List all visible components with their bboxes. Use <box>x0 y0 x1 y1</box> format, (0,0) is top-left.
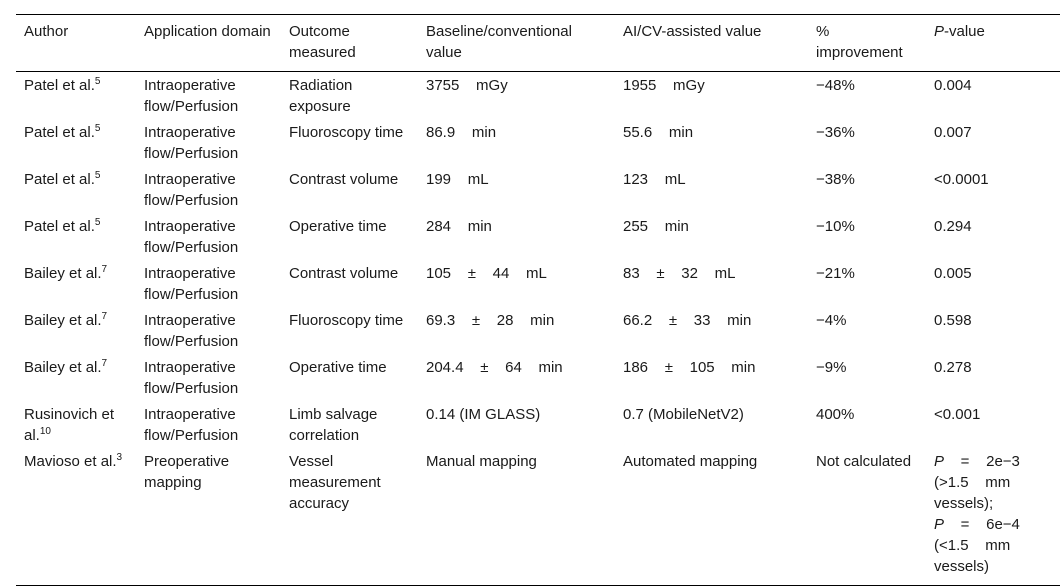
results-table <box>16 14 1060 586</box>
cell-author <box>16 119 136 166</box>
table-row <box>16 119 1060 166</box>
cell-baseline-value: 105 ± 44 mL <box>426 265 547 282</box>
cell-ai-value: 0.7 (MobileNetV2) <box>623 406 744 423</box>
reference-number: 5 <box>94 123 101 134</box>
cell-p-value: 0.005 <box>934 265 972 282</box>
cell-p-value: <0.001 <box>934 406 981 423</box>
cell-baseline-value: 284 min <box>426 218 492 235</box>
cell-improvement: −38% <box>816 171 855 188</box>
cell-baseline-value: 69.3 ± 28 min <box>426 312 555 329</box>
cell-p-value: 0.598 <box>934 312 972 329</box>
cell-application-domain: Intraoperative flow/Perfusion <box>144 265 239 303</box>
reference-number: 10 <box>39 426 51 437</box>
cell-improvement: −21% <box>816 265 855 282</box>
table-row <box>16 72 1060 120</box>
table-row <box>16 307 1060 354</box>
cell-application-domain: Preoperative mapping <box>144 453 230 491</box>
reference-number: 7 <box>101 311 108 322</box>
header-outcome-measured: Outcome measured <box>289 23 356 61</box>
author-name: Rusinovich et al. <box>24 406 115 444</box>
cell-outcome-measured: Fluoroscopy time <box>289 124 404 141</box>
cell-baseline-value: 3755 mGy <box>426 77 508 94</box>
cell-ai-value: 123 mL <box>623 171 686 188</box>
cell-ai-value: Automated mapping <box>623 453 758 470</box>
cell-p-value: 0.278 <box>934 359 972 376</box>
p-value-suffix: -value <box>944 23 985 40</box>
cell-p-value <box>926 448 1060 586</box>
cell-p-value: 0.004 <box>934 77 972 94</box>
cell-ai-value: 186 ± 105 min <box>623 359 756 376</box>
cell-improvement: −10% <box>816 218 855 235</box>
cell-author <box>16 401 136 448</box>
cell-application-domain: Intraoperative flow/Perfusion <box>144 171 239 209</box>
table-row <box>16 354 1060 401</box>
cell-application-domain: Intraoperative flow/Perfusion <box>144 359 239 397</box>
cell-application-domain: Intraoperative flow/Perfusion <box>144 406 239 444</box>
header-baseline-value: Baseline/conventional value <box>426 23 572 61</box>
header-improvement: % improvement <box>816 23 903 61</box>
cell-improvement: 400% <box>816 406 855 423</box>
p-value-text-large-vessels: = 2e−3 (>1.5 mm vessels); <box>934 453 1025 512</box>
cell-improvement: −4% <box>816 312 847 329</box>
table-row <box>16 401 1060 448</box>
author-name: Bailey et al. <box>24 359 102 376</box>
cell-improvement: −48% <box>816 77 855 94</box>
cell-improvement: −36% <box>816 124 855 141</box>
cell-baseline-value: 86.9 min <box>426 124 497 141</box>
table-row-last <box>16 448 1060 586</box>
cell-ai-value: 66.2 ± 33 min <box>623 312 752 329</box>
reference-number: 5 <box>94 170 101 181</box>
cell-improvement: Not calculated <box>816 453 912 470</box>
header-application-domain: Application domain <box>144 23 271 40</box>
header-ai-value: AI/CV-assisted value <box>623 23 762 40</box>
p-letter: P <box>934 516 945 533</box>
p-value-text-small-vessels: = 6e−4 (<1.5 mm vessels) <box>934 516 1025 575</box>
reference-number: 5 <box>94 217 101 228</box>
cell-outcome-measured: Contrast volume <box>289 265 399 282</box>
cell-ai-value: 83 ± 32 mL <box>623 265 736 282</box>
author-name: Bailey et al. <box>24 265 102 282</box>
cell-outcome-measured: Fluoroscopy time <box>289 312 404 329</box>
author-name: Patel et al. <box>24 77 95 94</box>
reference-number: 7 <box>101 264 108 275</box>
cell-baseline-value: 0.14 (IM GLASS) <box>426 406 541 423</box>
cell-p-value: <0.0001 <box>934 171 989 188</box>
cell-author <box>16 213 136 260</box>
table-body <box>16 72 1060 586</box>
cell-outcome-measured: Operative time <box>289 218 387 235</box>
author-name: Patel et al. <box>24 218 95 235</box>
cell-author <box>16 166 136 213</box>
cell-baseline-value: 204.4 ± 64 min <box>426 359 563 376</box>
table-row <box>16 213 1060 260</box>
reference-number: 7 <box>101 358 108 369</box>
cell-application-domain: Intraoperative flow/Perfusion <box>144 124 239 162</box>
reference-number: 3 <box>116 452 123 463</box>
cell-author <box>16 448 136 586</box>
author-name: Patel et al. <box>24 171 95 188</box>
cell-author <box>16 260 136 307</box>
table-header-row <box>16 15 1060 72</box>
cell-outcome-measured: Radiation exposure <box>289 77 353 115</box>
cell-application-domain: Intraoperative flow/Perfusion <box>144 77 239 115</box>
header-author: Author <box>24 23 69 40</box>
cell-author <box>16 354 136 401</box>
cell-ai-value: 255 min <box>623 218 689 235</box>
reference-number: 5 <box>94 76 101 87</box>
cell-p-value: 0.294 <box>934 218 972 235</box>
cell-improvement: −9% <box>816 359 847 376</box>
author-name: Mavioso et al. <box>24 453 117 470</box>
cell-application-domain: Intraoperative flow/Perfusion <box>144 312 239 350</box>
author-name: Bailey et al. <box>24 312 102 329</box>
header-p-value <box>926 15 1060 72</box>
cell-outcome-measured: Vessel measurement accuracy <box>289 453 381 512</box>
cell-author <box>16 72 136 120</box>
cell-baseline-value: 199 mL <box>426 171 489 188</box>
author-name: Patel et al. <box>24 124 95 141</box>
results-table-container <box>16 14 1060 586</box>
p-letter: P <box>934 453 945 470</box>
cell-outcome-measured: Contrast volume <box>289 171 399 188</box>
p-letter: P <box>934 23 945 40</box>
cell-application-domain: Intraoperative flow/Perfusion <box>144 218 239 256</box>
cell-author <box>16 307 136 354</box>
cell-baseline-value: Manual mapping <box>426 453 537 470</box>
table-row <box>16 166 1060 213</box>
cell-ai-value: 1955 mGy <box>623 77 705 94</box>
cell-ai-value: 55.6 min <box>623 124 694 141</box>
cell-outcome-measured: Limb salvage correlation <box>289 406 378 444</box>
cell-p-value: 0.007 <box>934 124 972 141</box>
table-row <box>16 260 1060 307</box>
cell-outcome-measured: Operative time <box>289 359 387 376</box>
